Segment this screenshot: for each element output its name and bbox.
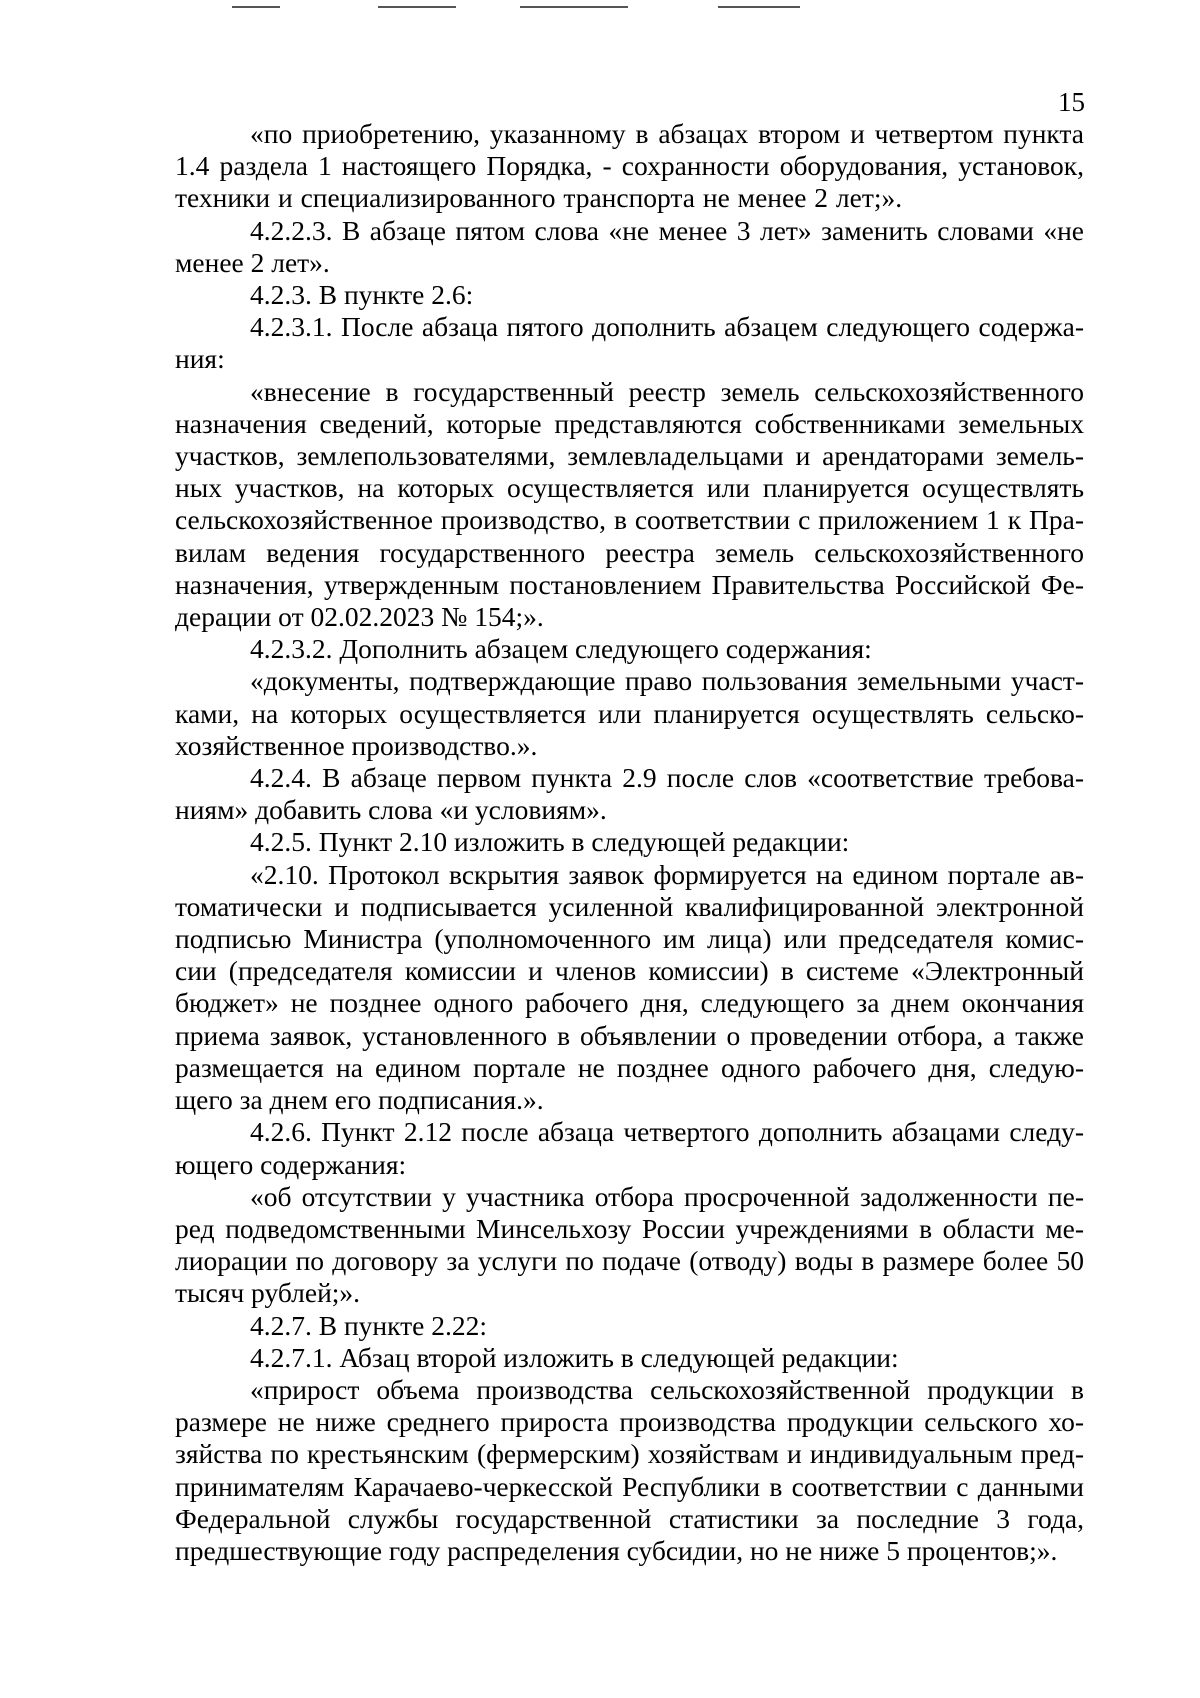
scan-rule-2 [378,6,456,8]
paragraph-4-2-2-3: 4.2.2.3. В абзаце пятом слова «не менее 3 лет» заменить словами «не менее 2 лет». [175,214,1084,278]
paragraph-quote-acquisition: «по приобретению, указанному в абзацах втором и четвертом пункта 1.4 раздела 1 настоящего Порядка, - сохранности оборудования, установок, техники и специализированного транспорта не менее 2 лет;». [175,118,1084,214]
scan-rule-1 [232,6,280,8]
document-body [175,118,1084,1567]
scan-rule-3 [520,6,628,8]
paragraph-4-2-6: 4.2.6. Пункт 2.12 после абзаца четвертого дополнить абзацами следу-ющего содержания: [175,1116,1084,1180]
paragraph-4-2-4: 4.2.4. В абзаце первом пункта 2.9 после слов «соответствие требова-ниям» добавить слова «и условиям». [175,762,1084,826]
paragraph-4-2-3: 4.2.3. В пункте 2.6: [250,279,474,311]
paragraph-4-2-3-1: 4.2.3.1. После абзаца пятого дополнить абзацем следующего содержа-ния: [175,311,1084,375]
scan-rule-4 [718,6,800,8]
paragraph-quote-debt: «об отсутствии у участника отбора просроченной задолженности пе-ред подведомственными Минсельхозу России учреждениями в области ме-лиорации по договору за услуги по подаче (отводу) воды в размере более 50 тысяч рублей;». [175,1180,1084,1309]
paragraph-4-2-5: 4.2.5. Пункт 2.10 изложить в следующей редакции: [250,826,850,858]
paragraph-quote-2-10: «2.10. Протокол вскрытия заявок формируется на едином портале ав-томатически и подписывается усиленной квалифицированной электронной подписью Министра (уполномоченного им лица) или председателя комис-сии (председателя комиссии и членов комиссии) в системе «Электронный бюджет» не позднее одного рабочего дня, следующего за днем окончания приема заявок, установленного в объявлении о проведении отбора, а также размещается на едином портале не позднее одного рабочего дня, следую-щего за днем его подписания.». [175,858,1084,1116]
paragraph-4-2-3-2: 4.2.3.2. Дополнить абзацем следующего содержания: [250,633,872,665]
paragraph-quote-registry: «внесение в государственный реестр земель сельскохозяйственного назначения сведений, которые представляются собственниками земельных участков, землепользователями, землевладельцами и арендаторами земель-ных участков, на которых осуществляется или планируется осуществлять сельскохозяйственное производство, в соответствии с приложением 1 к Пра-вилам ведения государственного реестра земель сельскохозяйственного назначения, утвержденным постановлением Правительства Российской Фе-дерации от 02.02.2023 № 154;». [175,375,1084,633]
page-number: 15 [1058,87,1085,117]
paragraph-quote-documents: «документы, подтверждающие право пользования земельными участ-ками, на которых осуществляется или планируется осуществлять сельско-хозяйственное производство.». [175,665,1084,761]
paragraph-4-2-7: 4.2.7. В пункте 2.22: [250,1309,488,1341]
paragraph-quote-growth: «прирост объема производства сельскохозяйственной продукции в размере не ниже среднего прироста производства продукции сельского хо-зяйства по крестьянским (фермерским) хозяйствам и индивидуальным пред-принимателям Карачаево-черкесской Республики в соответствии с данными Федеральной службы государственной статистики за последние 3 года, предшествующие году распределения субсидии, но не ниже 5 процентов;». [175,1373,1084,1566]
paragraph-4-2-7-1: 4.2.7.1. Абзац второй изложить в следующей редакции: [250,1341,899,1373]
